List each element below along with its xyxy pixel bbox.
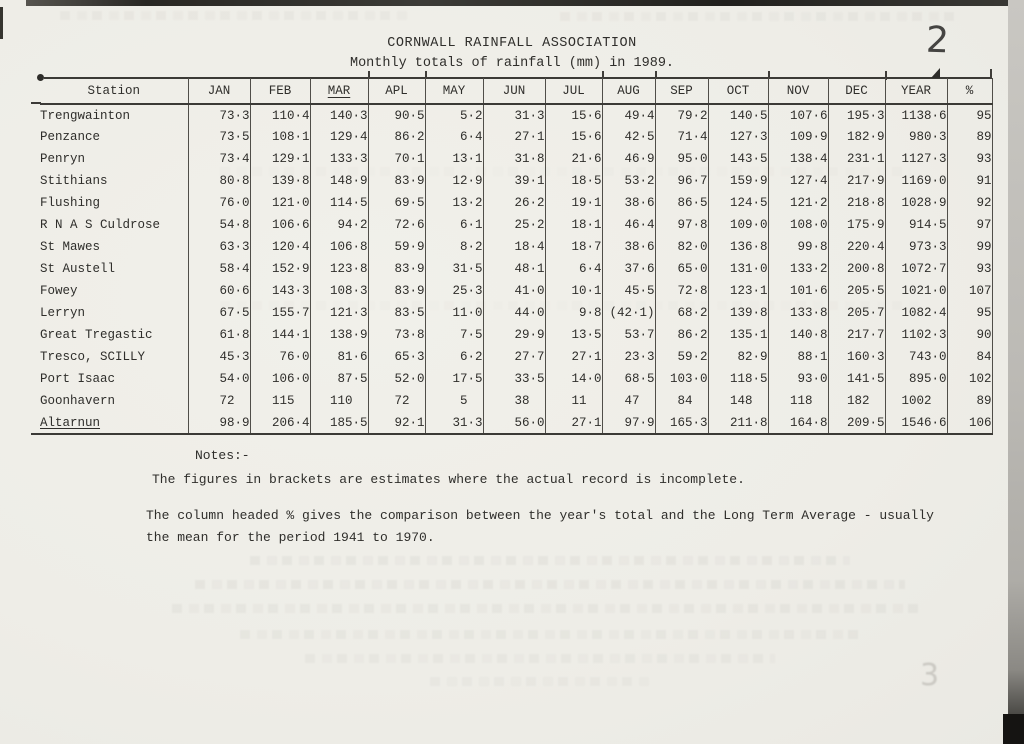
value-cell: 195·3 bbox=[828, 104, 885, 126]
value-cell: 47 bbox=[602, 390, 655, 412]
value-cell: 175·9 bbox=[828, 214, 885, 236]
value-cell: 205·7 bbox=[828, 302, 885, 324]
value-cell: 93 bbox=[947, 148, 992, 170]
value-cell: 6·1 bbox=[425, 214, 483, 236]
value-cell: 127·3 bbox=[708, 126, 768, 148]
value-cell: 33·5 bbox=[483, 368, 545, 390]
value-cell: 11·0 bbox=[425, 302, 483, 324]
value-cell: 69·5 bbox=[368, 192, 425, 214]
value-cell: 123·8 bbox=[310, 258, 368, 280]
value-cell: 133·2 bbox=[768, 258, 828, 280]
value-cell: 143·3 bbox=[250, 280, 310, 302]
value-cell: 81·6 bbox=[310, 346, 368, 368]
value-cell: 743·0 bbox=[885, 346, 947, 368]
value-cell: 11 bbox=[545, 390, 602, 412]
value-cell: 9·8 bbox=[545, 302, 602, 324]
value-cell: 84 bbox=[947, 346, 992, 368]
document-title: CORNWALL RAINFALL ASSOCIATION bbox=[387, 36, 637, 51]
value-cell: 73·5 bbox=[188, 126, 250, 148]
rule-tick bbox=[425, 71, 427, 78]
value-cell: 1028·9 bbox=[885, 192, 947, 214]
table-body bbox=[40, 104, 992, 434]
value-cell: 209·5 bbox=[828, 412, 885, 434]
value-cell: 83·9 bbox=[368, 170, 425, 192]
column-header: JUL bbox=[545, 78, 602, 104]
value-cell: 231·1 bbox=[828, 148, 885, 170]
column-header: DEC bbox=[828, 78, 885, 104]
ghost-text-smudge bbox=[560, 12, 960, 21]
value-cell: 895·0 bbox=[885, 368, 947, 390]
value-cell: 108·1 bbox=[250, 126, 310, 148]
value-cell: 80·8 bbox=[188, 170, 250, 192]
value-cell: 54·0 bbox=[188, 368, 250, 390]
value-cell: 1127·3 bbox=[885, 148, 947, 170]
value-cell: 97·9 bbox=[602, 412, 655, 434]
value-cell: 205·5 bbox=[828, 280, 885, 302]
value-cell: 89 bbox=[947, 126, 992, 148]
value-cell: (42·1) bbox=[602, 302, 655, 324]
value-cell: 18·1 bbox=[545, 214, 602, 236]
table-row bbox=[40, 368, 992, 390]
value-cell: 8·2 bbox=[425, 236, 483, 258]
value-cell: 103·0 bbox=[655, 368, 708, 390]
value-cell: 86·5 bbox=[655, 192, 708, 214]
value-cell: 95 bbox=[947, 104, 992, 126]
value-cell: 76·0 bbox=[250, 346, 310, 368]
scan-edge-right-strip bbox=[1008, 0, 1024, 744]
value-cell: 118 bbox=[768, 390, 828, 412]
value-cell: 68·5 bbox=[602, 368, 655, 390]
value-cell: 114·5 bbox=[310, 192, 368, 214]
value-cell: 200·8 bbox=[828, 258, 885, 280]
value-cell: 88·1 bbox=[768, 346, 828, 368]
value-cell: 129·4 bbox=[310, 126, 368, 148]
station-cell: Goonhavern bbox=[40, 390, 188, 412]
station-cell: St Austell bbox=[40, 258, 188, 280]
value-cell: 65·0 bbox=[655, 258, 708, 280]
value-cell: 1021·0 bbox=[885, 280, 947, 302]
value-cell: 5·2 bbox=[425, 104, 483, 126]
value-cell: 121·2 bbox=[768, 192, 828, 214]
value-cell: 49·4 bbox=[602, 104, 655, 126]
value-cell: 980·3 bbox=[885, 126, 947, 148]
ghost-text-smudge bbox=[240, 630, 860, 639]
value-cell: 98·9 bbox=[188, 412, 250, 434]
value-cell: 135·1 bbox=[708, 324, 768, 346]
column-header: APL bbox=[368, 78, 425, 104]
value-cell: 19·1 bbox=[545, 192, 602, 214]
column-header: AUG bbox=[602, 78, 655, 104]
value-cell: 76·0 bbox=[188, 192, 250, 214]
value-cell: 65·3 bbox=[368, 346, 425, 368]
value-cell: 59·9 bbox=[368, 236, 425, 258]
value-cell: 1102·3 bbox=[885, 324, 947, 346]
value-cell: 27·1 bbox=[545, 412, 602, 434]
station-cell: Trengwainton bbox=[40, 104, 188, 126]
table-row bbox=[40, 280, 992, 302]
value-cell: 139·8 bbox=[708, 302, 768, 324]
value-cell: 109·0 bbox=[708, 214, 768, 236]
value-cell: 108·0 bbox=[768, 214, 828, 236]
notes-heading: Notes:- bbox=[195, 448, 250, 463]
value-cell: 102 bbox=[947, 368, 992, 390]
value-cell: 107 bbox=[947, 280, 992, 302]
value-cell: 6·4 bbox=[545, 258, 602, 280]
value-cell: 83·9 bbox=[368, 258, 425, 280]
value-cell: 41·0 bbox=[483, 280, 545, 302]
value-cell: 13·1 bbox=[425, 148, 483, 170]
table-row bbox=[40, 126, 992, 148]
value-cell: 68·2 bbox=[655, 302, 708, 324]
column-header: SEP bbox=[655, 78, 708, 104]
value-cell: 94·2 bbox=[310, 214, 368, 236]
scan-edge-corner-black bbox=[1003, 714, 1024, 744]
value-cell: 106·8 bbox=[310, 236, 368, 258]
station-cell: Penzance bbox=[40, 126, 188, 148]
station-cell: St Mawes bbox=[40, 236, 188, 258]
value-cell: 12·9 bbox=[425, 170, 483, 192]
value-cell: 71·4 bbox=[655, 126, 708, 148]
value-cell: 38 bbox=[483, 390, 545, 412]
ghost-text-smudge bbox=[172, 604, 922, 613]
value-cell: 1082·4 bbox=[885, 302, 947, 324]
value-cell: 124·5 bbox=[708, 192, 768, 214]
station-cell: R N A S Culdrose bbox=[40, 214, 188, 236]
scan-edge-left-mark bbox=[0, 7, 3, 39]
value-cell: 14·0 bbox=[545, 368, 602, 390]
value-cell: 141·5 bbox=[828, 368, 885, 390]
value-cell: 58·4 bbox=[188, 258, 250, 280]
value-cell: 73·8 bbox=[368, 324, 425, 346]
ghost-text-smudge bbox=[60, 11, 410, 20]
value-cell: 95 bbox=[947, 302, 992, 324]
station-cell: Port Isaac bbox=[40, 368, 188, 390]
value-cell: 139·8 bbox=[250, 170, 310, 192]
value-cell: 148·9 bbox=[310, 170, 368, 192]
column-header: MAY bbox=[425, 78, 483, 104]
value-cell: 91 bbox=[947, 170, 992, 192]
value-cell: 63·3 bbox=[188, 236, 250, 258]
value-cell: 211·8 bbox=[708, 412, 768, 434]
value-cell: 31·3 bbox=[425, 412, 483, 434]
value-cell: 21·6 bbox=[545, 148, 602, 170]
value-cell: 90·5 bbox=[368, 104, 425, 126]
station-cell: Tresco, SCILLY bbox=[40, 346, 188, 368]
value-cell: 129·1 bbox=[250, 148, 310, 170]
value-cell: 83·5 bbox=[368, 302, 425, 324]
value-cell: 106·6 bbox=[250, 214, 310, 236]
value-cell: 84 bbox=[655, 390, 708, 412]
value-cell: 29·9 bbox=[483, 324, 545, 346]
table-row bbox=[40, 302, 992, 324]
table-row bbox=[40, 390, 992, 412]
station-cell: Flushing bbox=[40, 192, 188, 214]
value-cell: 120·4 bbox=[250, 236, 310, 258]
value-cell: 46·4 bbox=[602, 214, 655, 236]
value-cell: 109·9 bbox=[768, 126, 828, 148]
value-cell: 143·5 bbox=[708, 148, 768, 170]
value-cell: 107·6 bbox=[768, 104, 828, 126]
table-row bbox=[40, 170, 992, 192]
column-header: JUN bbox=[483, 78, 545, 104]
value-cell: 87·5 bbox=[310, 368, 368, 390]
value-cell: 133·8 bbox=[768, 302, 828, 324]
column-header: Station bbox=[40, 78, 188, 104]
value-cell: 101·6 bbox=[768, 280, 828, 302]
value-cell: 15·6 bbox=[545, 126, 602, 148]
value-cell: 106·0 bbox=[250, 368, 310, 390]
value-cell: 86·2 bbox=[655, 324, 708, 346]
value-cell: 26·2 bbox=[483, 192, 545, 214]
note-percent-line1: The column headed % gives the comparison between the year's total and the Long Term Average - usually bbox=[146, 508, 934, 523]
value-cell: 127·4 bbox=[768, 170, 828, 192]
value-cell: 118·5 bbox=[708, 368, 768, 390]
value-cell: 38·6 bbox=[602, 236, 655, 258]
value-cell: 37·6 bbox=[602, 258, 655, 280]
value-cell: 18·5 bbox=[545, 170, 602, 192]
value-cell: 53·7 bbox=[602, 324, 655, 346]
value-cell: 182·9 bbox=[828, 126, 885, 148]
value-cell: 38·6 bbox=[602, 192, 655, 214]
station-cell: Great Tregastic bbox=[40, 324, 188, 346]
value-cell: 165·3 bbox=[655, 412, 708, 434]
value-cell: 67·5 bbox=[188, 302, 250, 324]
value-cell: 1072·7 bbox=[885, 258, 947, 280]
value-cell: 72 bbox=[368, 390, 425, 412]
note-brackets-estimates: The figures in brackets are estimates where the actual record is incomplete. bbox=[152, 472, 745, 487]
value-cell: 164·8 bbox=[768, 412, 828, 434]
value-cell: 131·0 bbox=[708, 258, 768, 280]
value-cell: 18·7 bbox=[545, 236, 602, 258]
value-cell: 13·2 bbox=[425, 192, 483, 214]
value-cell: 23·3 bbox=[602, 346, 655, 368]
station-cell: Penryn bbox=[40, 148, 188, 170]
table-row bbox=[40, 258, 992, 280]
value-cell: 106 bbox=[947, 412, 992, 434]
value-cell: 52·0 bbox=[368, 368, 425, 390]
station-cell: Lerryn bbox=[40, 302, 188, 324]
value-cell: 73·4 bbox=[188, 148, 250, 170]
value-cell: 155·7 bbox=[250, 302, 310, 324]
table-row bbox=[40, 346, 992, 368]
rule-tick bbox=[602, 71, 604, 78]
value-cell: 133·3 bbox=[310, 148, 368, 170]
value-cell: 79·2 bbox=[655, 104, 708, 126]
value-cell: 6·2 bbox=[425, 346, 483, 368]
value-cell: 136·8 bbox=[708, 236, 768, 258]
value-cell: 148 bbox=[708, 390, 768, 412]
value-cell: 86·2 bbox=[368, 126, 425, 148]
value-cell: 1546·6 bbox=[885, 412, 947, 434]
column-header: % bbox=[947, 78, 992, 104]
ghost-text-smudge bbox=[305, 654, 775, 663]
table-row bbox=[40, 192, 992, 214]
value-cell: 72·8 bbox=[655, 280, 708, 302]
value-cell: 5 bbox=[425, 390, 483, 412]
table-row bbox=[40, 236, 992, 258]
value-cell: 27·1 bbox=[483, 126, 545, 148]
value-cell: 6·4 bbox=[425, 126, 483, 148]
value-cell: 152·9 bbox=[250, 258, 310, 280]
value-cell: 182 bbox=[828, 390, 885, 412]
value-cell: 93 bbox=[947, 258, 992, 280]
value-cell: 31·5 bbox=[425, 258, 483, 280]
value-cell: 15·6 bbox=[545, 104, 602, 126]
value-cell: 185·5 bbox=[310, 412, 368, 434]
value-cell: 82·9 bbox=[708, 346, 768, 368]
header-row bbox=[40, 78, 992, 104]
value-cell: 110·4 bbox=[250, 104, 310, 126]
value-cell: 121·3 bbox=[310, 302, 368, 324]
table-row bbox=[40, 324, 992, 346]
column-header: OCT bbox=[708, 78, 768, 104]
value-cell: 31·8 bbox=[483, 148, 545, 170]
value-cell: 1169·0 bbox=[885, 170, 947, 192]
value-cell: 59·2 bbox=[655, 346, 708, 368]
value-cell: 61·8 bbox=[188, 324, 250, 346]
station-cell: Altarnun bbox=[40, 412, 188, 434]
handwritten-page-number: 2 bbox=[925, 19, 950, 62]
table-row bbox=[40, 412, 992, 434]
value-cell: 89 bbox=[947, 390, 992, 412]
column-header: YEAR bbox=[885, 78, 947, 104]
value-cell: 73·3 bbox=[188, 104, 250, 126]
value-cell: 144·1 bbox=[250, 324, 310, 346]
value-cell: 90 bbox=[947, 324, 992, 346]
value-cell: 18·4 bbox=[483, 236, 545, 258]
value-cell: 97·8 bbox=[655, 214, 708, 236]
value-cell: 27·7 bbox=[483, 346, 545, 368]
value-cell: 46·9 bbox=[602, 148, 655, 170]
value-cell: 27·1 bbox=[545, 346, 602, 368]
ghost-text-smudge bbox=[250, 556, 850, 565]
value-cell: 138·9 bbox=[310, 324, 368, 346]
value-cell: 54·8 bbox=[188, 214, 250, 236]
value-cell: 140·3 bbox=[310, 104, 368, 126]
rule-tick bbox=[368, 71, 370, 78]
value-cell: 115 bbox=[250, 390, 310, 412]
value-cell: 914·5 bbox=[885, 214, 947, 236]
ghost-text-smudge bbox=[195, 580, 905, 589]
value-cell: 96·7 bbox=[655, 170, 708, 192]
document-subtitle: Monthly totals of rainfall (mm) in 1989. bbox=[349, 56, 675, 71]
value-cell: 60·6 bbox=[188, 280, 250, 302]
value-cell: 218·8 bbox=[828, 192, 885, 214]
value-cell: 123·1 bbox=[708, 280, 768, 302]
station-cell: Stithians bbox=[40, 170, 188, 192]
value-cell: 1002 bbox=[885, 390, 947, 412]
rule-arrow-mark bbox=[931, 68, 940, 78]
value-cell: 160·3 bbox=[828, 346, 885, 368]
value-cell: 110 bbox=[310, 390, 368, 412]
value-cell: 10·1 bbox=[545, 280, 602, 302]
value-cell: 138·4 bbox=[768, 148, 828, 170]
rule-tick bbox=[768, 71, 770, 78]
value-cell: 206·4 bbox=[250, 412, 310, 434]
value-cell: 44·0 bbox=[483, 302, 545, 324]
value-cell: 159·9 bbox=[708, 170, 768, 192]
value-cell: 31·3 bbox=[483, 104, 545, 126]
value-cell: 140·5 bbox=[708, 104, 768, 126]
value-cell: 1138·6 bbox=[885, 104, 947, 126]
value-cell: 45·5 bbox=[602, 280, 655, 302]
column-header: JAN bbox=[188, 78, 250, 104]
value-cell: 121·0 bbox=[250, 192, 310, 214]
value-cell: 99 bbox=[947, 236, 992, 258]
value-cell: 973·3 bbox=[885, 236, 947, 258]
value-cell: 25·2 bbox=[483, 214, 545, 236]
column-header: MAR bbox=[310, 78, 368, 104]
scan-edge-top-strip bbox=[26, 0, 1024, 6]
ghost-page-number: 3 bbox=[920, 658, 940, 693]
value-cell: 45·3 bbox=[188, 346, 250, 368]
value-cell: 92 bbox=[947, 192, 992, 214]
value-cell: 140·8 bbox=[768, 324, 828, 346]
value-cell: 13·5 bbox=[545, 324, 602, 346]
value-cell: 217·9 bbox=[828, 170, 885, 192]
value-cell: 7·5 bbox=[425, 324, 483, 346]
value-cell: 99·8 bbox=[768, 236, 828, 258]
value-cell: 217·7 bbox=[828, 324, 885, 346]
ghost-text-smudge bbox=[430, 677, 650, 686]
rainfall-table bbox=[40, 78, 993, 435]
value-cell: 56·0 bbox=[483, 412, 545, 434]
title-block bbox=[0, 36, 1024, 71]
value-cell: 97 bbox=[947, 214, 992, 236]
value-cell: 82·0 bbox=[655, 236, 708, 258]
table-row bbox=[40, 214, 992, 236]
value-cell: 108·3 bbox=[310, 280, 368, 302]
station-cell: Fowey bbox=[40, 280, 188, 302]
value-cell: 48·1 bbox=[483, 258, 545, 280]
value-cell: 42·5 bbox=[602, 126, 655, 148]
table-row bbox=[40, 104, 992, 126]
value-cell: 93·0 bbox=[768, 368, 828, 390]
value-cell: 72·6 bbox=[368, 214, 425, 236]
table-row bbox=[40, 148, 992, 170]
value-cell: 95·0 bbox=[655, 148, 708, 170]
rule-tick bbox=[655, 71, 657, 78]
column-header: NOV bbox=[768, 78, 828, 104]
value-cell: 25·3 bbox=[425, 280, 483, 302]
value-cell: 83·9 bbox=[368, 280, 425, 302]
value-cell: 92·1 bbox=[368, 412, 425, 434]
value-cell: 220·4 bbox=[828, 236, 885, 258]
note-percent-line2: the mean for the period 1941 to 1970. bbox=[146, 530, 435, 545]
column-header: FEB bbox=[250, 78, 310, 104]
value-cell: 72 bbox=[188, 390, 250, 412]
value-cell: 53·2 bbox=[602, 170, 655, 192]
value-cell: 39·1 bbox=[483, 170, 545, 192]
value-cell: 70·1 bbox=[368, 148, 425, 170]
value-cell: 17·5 bbox=[425, 368, 483, 390]
